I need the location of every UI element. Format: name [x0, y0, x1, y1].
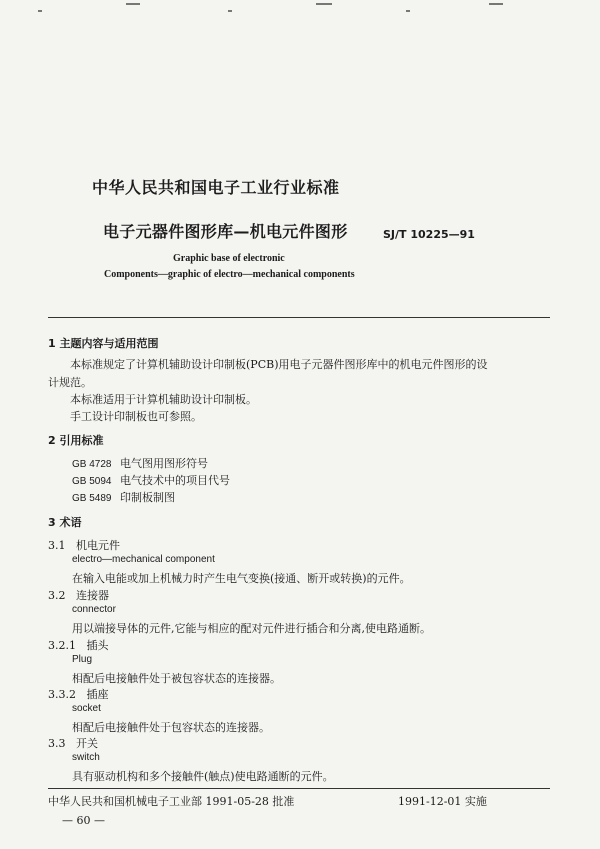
- section-1-paragraph-cont: 计规范。: [48, 376, 92, 389]
- section-1-heading: 1 主题内容与适用范围: [48, 337, 159, 350]
- header-rule: [48, 317, 550, 318]
- term-number: 3.3: [48, 737, 66, 750]
- term-number: 3.2: [48, 589, 66, 602]
- term-heading: [48, 587, 109, 603]
- term-english: switch: [72, 752, 100, 763]
- reference-title: 电气图用图形符号: [120, 457, 208, 470]
- section-1-scope: 本标准适用于计算机辅助设计印制板。: [70, 393, 257, 406]
- section-3-heading: 3 术语: [48, 516, 82, 529]
- reference-item: [72, 472, 230, 488]
- effective-date: 1991-12-01 实施: [398, 795, 487, 808]
- term-number: 3.3.2: [48, 688, 76, 701]
- english-title-line1: Graphic base of electronic: [173, 253, 285, 264]
- term-number: 3.1: [48, 539, 66, 552]
- term-definition: 具有驱动机构和多个接触件(触点)使电路通断的元件。: [72, 770, 334, 783]
- english-title-line2: Components—graphic of electro—mechanical components: [104, 269, 355, 280]
- term-number: 3.2.1: [48, 639, 76, 652]
- term-name: 开关: [76, 737, 98, 750]
- term-heading: [48, 537, 120, 553]
- reference-code: GB 5489: [72, 493, 112, 504]
- scan-speck: [228, 10, 232, 12]
- reference-item: [72, 455, 208, 471]
- footer-rule: [48, 788, 550, 789]
- term-definition: 相配后电接触件处于包容状态的连接器。: [72, 721, 270, 734]
- term-heading: [48, 735, 98, 751]
- term-english: connector: [72, 604, 116, 615]
- term-name: 插座: [86, 688, 109, 701]
- scan-speck: [316, 3, 332, 5]
- term-definition: 在输入电能或加上机械力时产生电气变换(接通、断开或转换)的元件。: [72, 572, 411, 585]
- term-english: electro—mechanical component: [72, 554, 215, 565]
- scan-speck: [406, 10, 410, 12]
- scan-speck: [38, 10, 42, 12]
- term-definition: 相配后电接触件处于被包容状态的连接器。: [72, 672, 281, 685]
- reference-item: [72, 489, 175, 505]
- section-1-note: 手工设计印制板也可参照。: [70, 410, 202, 423]
- reference-title: 印制板制图: [120, 491, 175, 504]
- term-name: 插头: [86, 639, 109, 652]
- reference-code: GB 4728: [72, 459, 112, 470]
- term-english: Plug: [72, 654, 93, 665]
- term-definition: 用以端接导体的元件,它能与相应的配对元件进行插合和分离,使电路通断。: [72, 622, 431, 635]
- reference-title: 电气技术中的项目代号: [120, 474, 230, 487]
- document-title: 电子元器件图形库—机电元件图形: [103, 222, 348, 241]
- standard-number: SJ/T 10225—91: [383, 228, 475, 241]
- term-english: socket: [72, 703, 101, 714]
- term-name: 连接器: [76, 589, 109, 602]
- industry-standard-title: 中华人民共和国电子工业行业标准: [92, 178, 340, 197]
- approval-line: 中华人民共和国机械电子工业部 1991-05-28 批准: [48, 795, 295, 808]
- term-heading: [48, 686, 109, 702]
- scan-speck: [126, 3, 140, 5]
- page-number: — 60 —: [62, 814, 105, 827]
- reference-code: GB 5094: [72, 476, 112, 487]
- term-name: 机电元件: [76, 539, 120, 552]
- term-heading: [48, 637, 109, 653]
- scan-speck: [489, 3, 503, 5]
- section-1-paragraph: 本标准规定了计算机辅助设计印制板(PCB)用电子元器件图形库中的机电元件图形的设: [70, 358, 488, 371]
- section-2-heading: 2 引用标准: [48, 434, 104, 447]
